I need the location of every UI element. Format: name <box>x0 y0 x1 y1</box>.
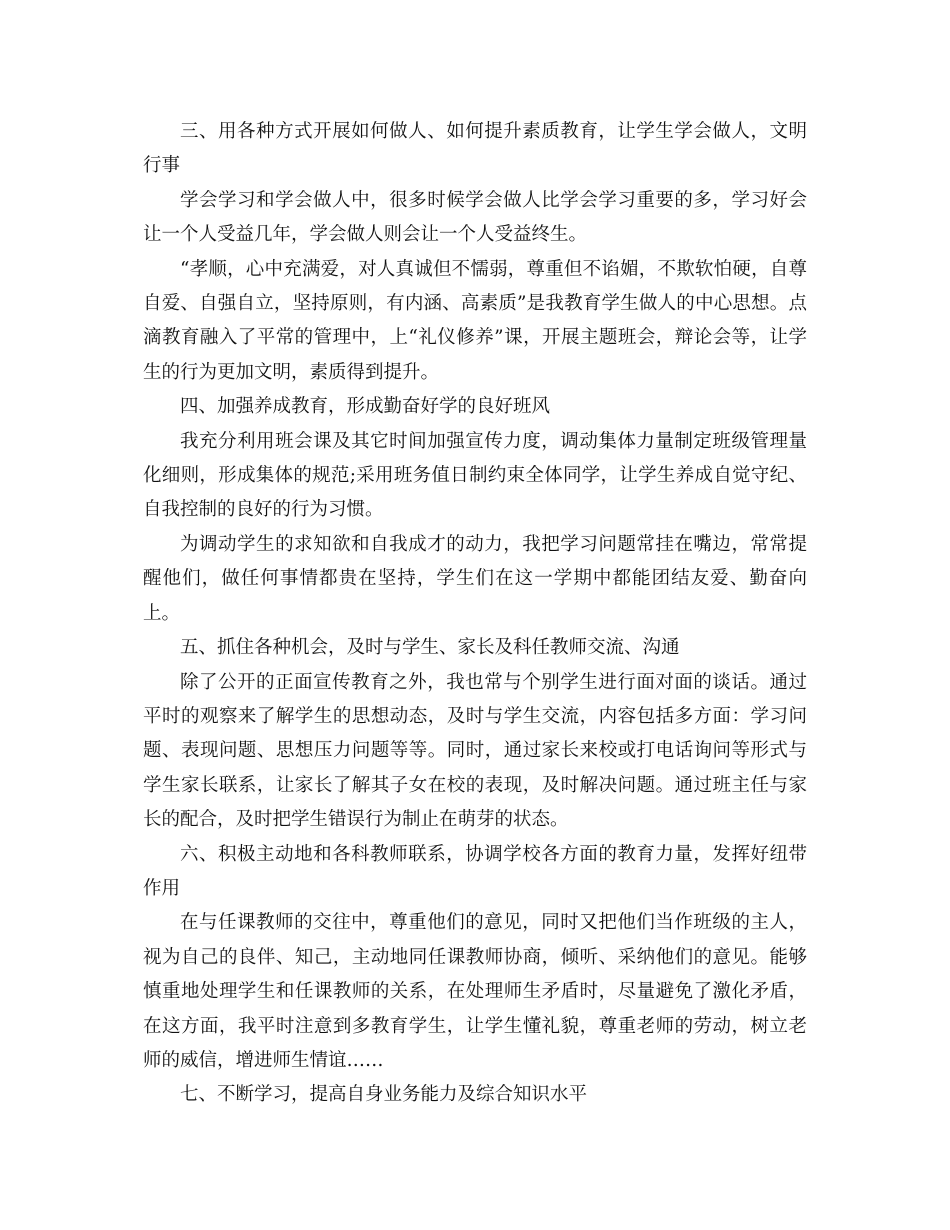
body-paragraph: 我充分利用班会课及其它时间加强宣传力度，调动集体力量制定班级管理量化细则，形成集体的规范;采用班务值日制约束全体同学，让学生养成自觉守纪、自我控制的良好的行为习惯。 <box>143 430 807 521</box>
section-heading-7: 七、不断学习，提高自身业务能力及综合知识水平 <box>180 1084 588 1106</box>
body-paragraph: 除了公开的正面宣传教育之外，我也常与个别学生进行面对面的谈话。通过平时的观察来了解学生的思想动态，及时与学生交流，内容包括多方面：学习问题、表现问题、思想压力问题等等。同时，通过家长来校或打电话询问等形式与学生家长联系，让家长了解其子女在校的表现，及时解决问题。通过班主任与家长的配合，及时把学生错误行为制止在萌芽的状态。 <box>143 671 807 831</box>
section-heading-3: 三、用各种方式开展如何做人、如何提升素质教育，让学生学会做人，文明行事 <box>143 121 807 177</box>
section-heading-6: 六、积极主动地和各科教师联系，协调学校各方面的教育力量，发挥好纽带作用 <box>143 843 807 899</box>
section-heading-4: 四、加强养成教育，形成勤奋好学的良好班风 <box>180 396 551 418</box>
body-paragraph: 在与任课教师的交往中，尊重他们的意见，同时又把他们当作班级的主人，视为自己的良伴、知己，主动地同任课教师协商，倾听、采纳他们的意见。能够慎重地处理学生和任课教师的关系，在处理师生矛盾时，尽量避免了激化矛盾，在这方面，我平时注意到多教育学生，让学生懂礼貌，尊重老师的劳动，树立老师的威信，增进师生情谊…… <box>143 912 807 1071</box>
section-heading-5: 五、抓住各种机会，及时与学生、家长及科任教师交流、沟通 <box>180 637 680 659</box>
document-page <box>143 115 807 1113</box>
body-paragraph: 为调动学生的求知欲和自我成才的动力，我把学习问题常挂在嘴边，常常提醒他们，做任何事情都贵在坚持，学生们在这一学期中都能团结友爱、勤奋向上。 <box>143 533 807 624</box>
body-paragraph: 学会学习和学会做人中，很多时候学会做人比学会学习重要的多，学习好会让一个人受益几年，学会做人则会让一个人受益终生。 <box>143 189 807 246</box>
body-paragraph: “孝顺，心中充满爱，对人真诚但不懦弱，尊重但不谄媚，不欺软怕硬，自尊自爱、自强自立，坚持原则，有内涵、高素质”是我教育学生做人的中心思想。点滴教育融入了平常的管理中，上“礼仪修养”课，开展主题班会，辩论会等，让学生的行为更加文明，素质得到提升。 <box>143 258 807 383</box>
